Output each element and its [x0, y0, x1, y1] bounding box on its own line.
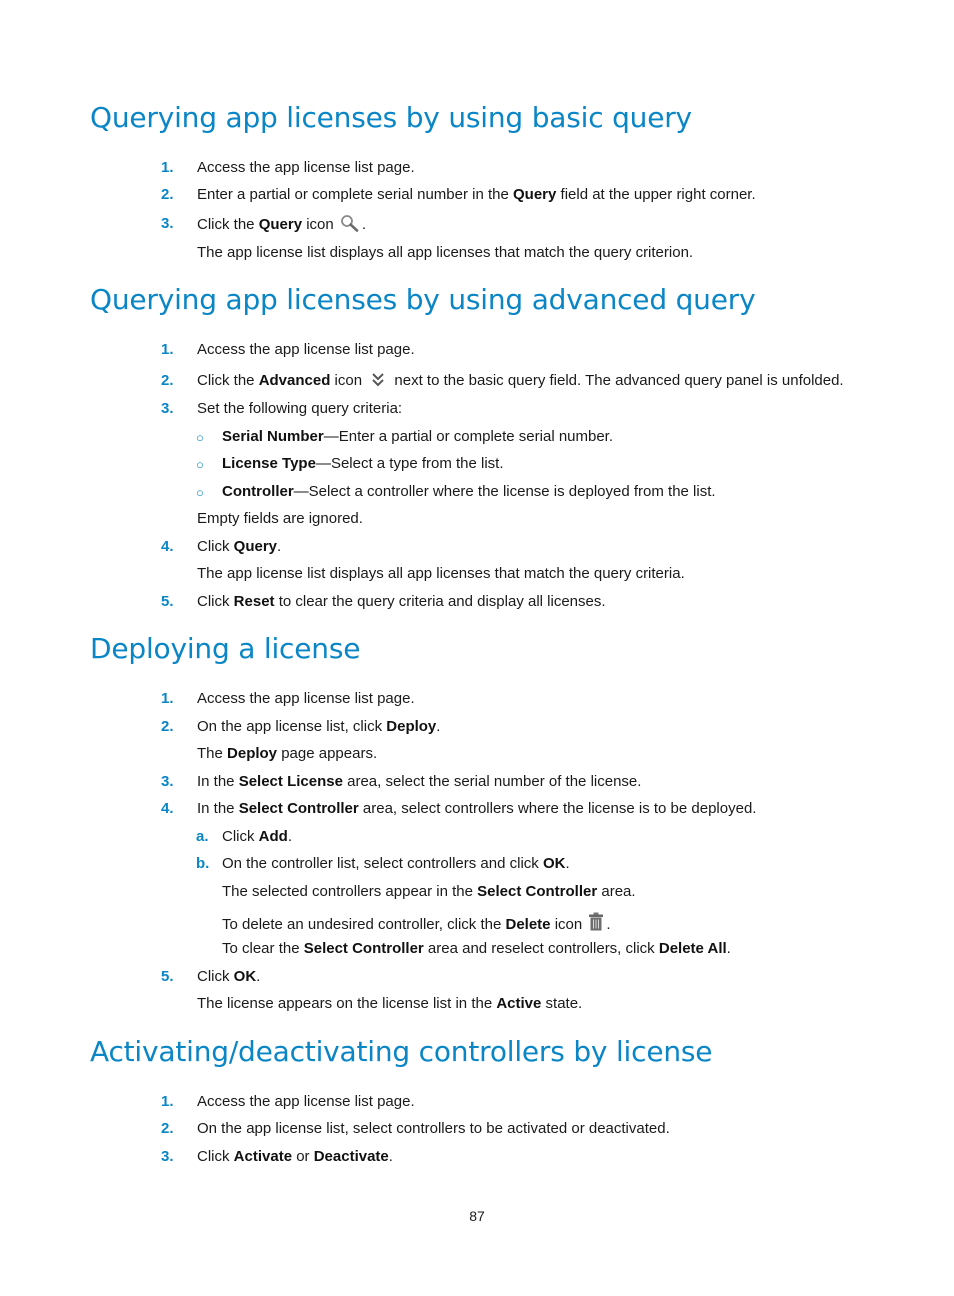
step-text: Click Query.: [197, 538, 282, 555]
trash-icon: [588, 912, 604, 938]
step-text: Access the app license list page.: [197, 159, 415, 176]
step-text: Enter a partial or complete serial number in the Query field at the upper right corner.: [197, 186, 756, 203]
section-title-basic-query: Querying app licenses by using basic query: [90, 101, 692, 134]
step-text: In the Select License area, select the serial number of the license.: [197, 773, 642, 790]
step-text: On the app license list, click Deploy.: [197, 718, 441, 735]
step-number: 3.: [161, 1148, 174, 1165]
section-title-advanced-query: Querying app licenses by using advanced query: [90, 283, 756, 316]
page-number: 87: [469, 1208, 485, 1224]
section-title-activating: Activating/deactivating controllers by license: [90, 1035, 713, 1068]
search-icon: [340, 214, 360, 238]
substep-note: To delete an undesired controller, click the Delete icon .: [222, 912, 611, 938]
section-title-deploying: Deploying a license: [90, 632, 361, 665]
step-text: Access the app license list page.: [197, 341, 415, 358]
step-text: Set the following query criteria:: [197, 400, 403, 417]
step-text: Click the Query icon .: [197, 214, 366, 238]
step-text: Click OK.: [197, 968, 261, 985]
step-number: 2.: [161, 718, 174, 735]
step-number: 4.: [161, 800, 174, 817]
substep-text: Click Add.: [222, 828, 293, 845]
substep-note: The selected controllers appear in the Select Controller area.: [222, 883, 636, 900]
step-number: 1.: [161, 1093, 174, 1110]
step-number: 5.: [161, 593, 174, 610]
step-text: Access the app license list page.: [197, 1093, 415, 1110]
step-text: On the app license list, select controllers to be activated or deactivated.: [197, 1120, 670, 1137]
step-text: Click Reset to clear the query criteria and display all licenses.: [197, 593, 606, 610]
step-number: 2.: [161, 1120, 174, 1137]
substep-note: To clear the Select Controller area and reselect controllers, click Delete All.: [222, 940, 731, 957]
step-text: Click the Advanced icon next to the basic query field. The advanced query panel is unfolded.: [197, 371, 844, 394]
step-number: 2.: [161, 186, 174, 203]
substep-letter: a.: [196, 828, 209, 845]
step-number: 1.: [161, 690, 174, 707]
substep-text: On the controller list, select controllers and click OK.: [222, 855, 570, 872]
bullet-item: Controller—Select a controller where the license is deployed from the list.: [222, 483, 716, 500]
bullet-marker: ○: [196, 457, 204, 472]
step-text: Access the app license list page.: [197, 690, 415, 707]
step-number: 3.: [161, 400, 174, 417]
substep-letter: b.: [196, 855, 210, 872]
step-note: Empty fields are ignored.: [197, 510, 363, 527]
step-note: The Deploy page appears.: [197, 745, 378, 762]
step-number: 3.: [161, 773, 174, 790]
step-note: The app license list displays all app licenses that match the query criteria.: [197, 565, 685, 582]
step-text: In the Select Controller area, select controllers where the license is to be deployed.: [197, 800, 757, 817]
step-number: 4.: [161, 538, 174, 555]
step-number: 1.: [161, 341, 174, 358]
step-text: Click Activate or Deactivate.: [197, 1148, 393, 1165]
bullet-item: Serial Number—Enter a partial or complete serial number.: [222, 428, 614, 445]
bullet-item: License Type—Select a type from the list.: [222, 455, 504, 472]
step-number: 3.: [161, 215, 174, 232]
step-number: 1.: [161, 159, 174, 176]
double-chevron-down-icon: [368, 372, 388, 394]
step-note: The license appears on the license list in the Active state.: [197, 995, 583, 1012]
bullet-marker: ○: [196, 485, 204, 500]
step-number: 2.: [161, 372, 174, 389]
step-note: The app license list displays all app licenses that match the query criterion.: [197, 244, 694, 261]
step-number: 5.: [161, 968, 174, 985]
bullet-marker: ○: [196, 430, 204, 445]
